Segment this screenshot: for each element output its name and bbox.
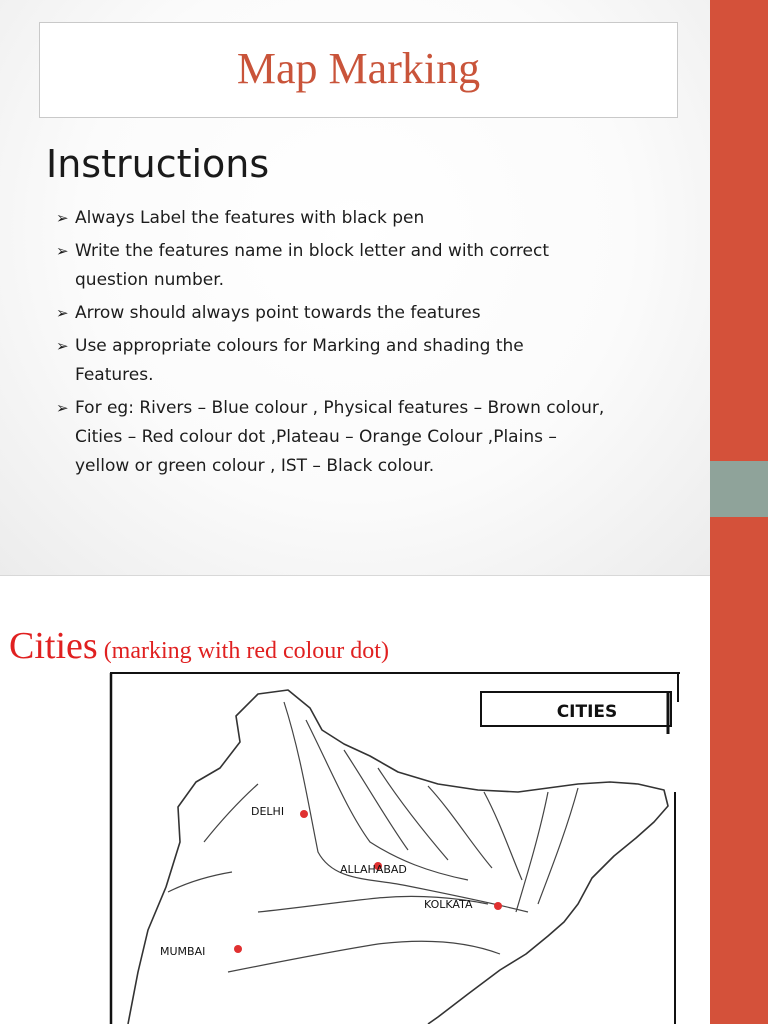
cities-slide <box>0 576 710 1024</box>
list-item <box>56 204 686 233</box>
arrow-bullet-icon: ➢ <box>56 337 69 355</box>
city-dot <box>300 810 308 818</box>
arrow-bullet-icon: ➢ <box>56 304 69 322</box>
bullet-text: Use appropriate colours for Marking and shading the <box>75 336 524 356</box>
cities-heading: Cities <box>9 625 98 667</box>
legend-title: CITIES <box>556 702 618 722</box>
bullet-text: Features. <box>75 365 154 385</box>
bullet-text: Cities – Red colour dot ,Plateau – Orange Colour ,Plains – <box>75 427 557 447</box>
bullet-text: Write the features name in block letter and with correct <box>75 241 549 261</box>
slide-title: Map Marking <box>236 44 481 93</box>
bullet-text: Arrow should always point towards the features <box>75 303 481 323</box>
list-item <box>56 237 686 295</box>
arrow-bullet-icon: ➢ <box>56 242 69 260</box>
city-label: ALLAHABAD <box>340 863 407 876</box>
arrow-bullet-icon: ➢ <box>56 209 69 227</box>
city-label: KOLKATA <box>424 898 473 911</box>
arrow-bullet-icon: ➢ <box>56 399 69 417</box>
title-box <box>39 22 678 118</box>
bullet-text: question number. <box>75 270 225 290</box>
city-label: DELHI <box>251 805 285 818</box>
bullet-text: Always Label the features with black pen <box>75 208 425 228</box>
instructions-list <box>56 204 686 485</box>
list-item <box>56 299 686 328</box>
list-item <box>56 394 686 481</box>
bullet-text: yellow or green colour , IST – Black colour. <box>75 456 435 476</box>
india-cities-map <box>108 672 682 1024</box>
accent-block <box>710 461 768 517</box>
list-item <box>56 332 686 390</box>
cities-title <box>9 624 389 668</box>
cities-subtitle: (marking with red colour dot) <box>103 638 389 664</box>
rivers <box>168 702 578 972</box>
bullet-text: For eg: Rivers – Blue colour , Physical features – Brown colour, <box>75 398 605 418</box>
city-dot <box>494 902 502 910</box>
instructions-heading: Instructions <box>46 142 270 186</box>
city-label: MUMBAI <box>160 945 206 958</box>
city-dot <box>234 945 242 953</box>
